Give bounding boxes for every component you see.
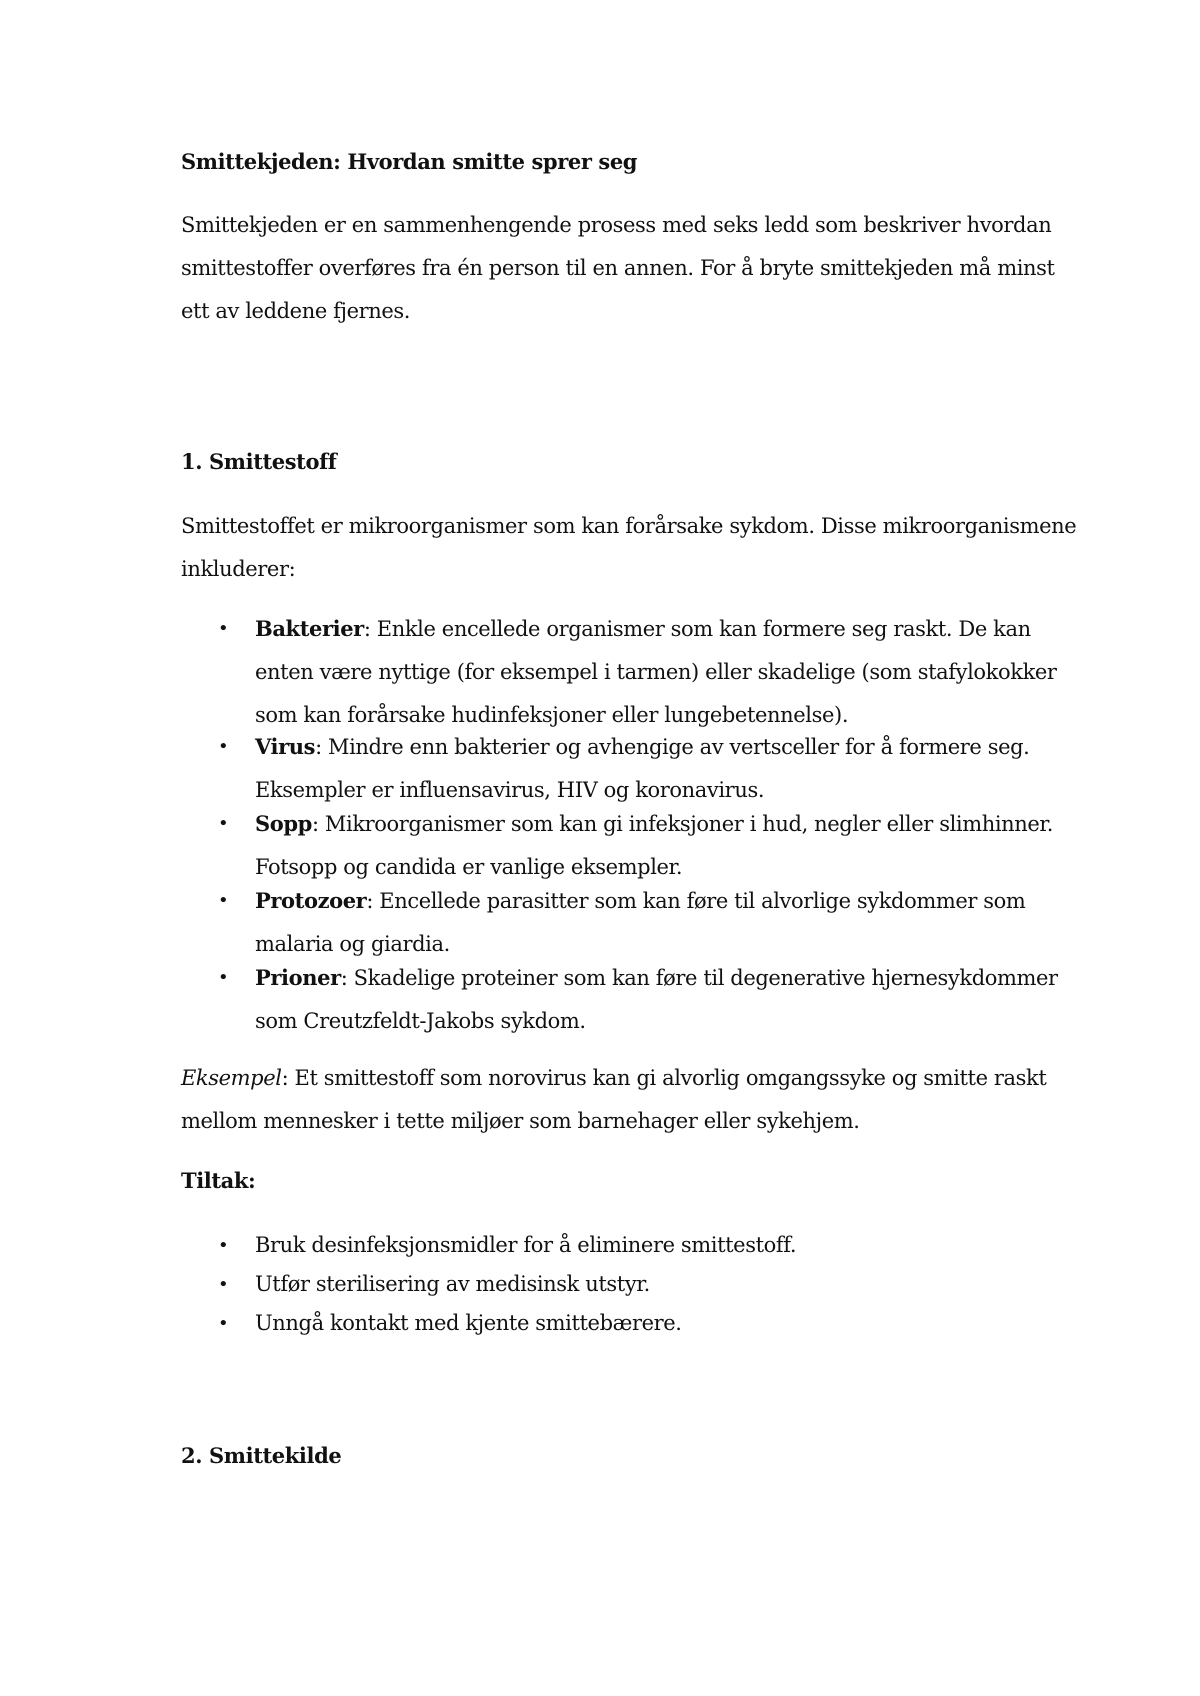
bullet-icon: • xyxy=(218,736,229,757)
bullet-icon: • xyxy=(218,967,229,988)
measure-text: Unngå kontakt med kjente smittebærere. xyxy=(255,1311,682,1335)
term-prioner: Prioner xyxy=(255,965,341,990)
measure-text: Bruk desinfeksjonsmidler for å eliminere smittestoff. xyxy=(255,1233,797,1257)
definition-protozoer: : Encellede parasitter som kan føre til alvorlige sykdommer som malaria og giardia. xyxy=(255,889,1026,956)
bullet-icon: • xyxy=(218,1274,229,1295)
bullet-icon: • xyxy=(218,890,229,911)
measure-item xyxy=(181,1224,1081,1263)
measure-item xyxy=(181,1263,1081,1302)
measure-text: Utfør sterilisering av medisinsk utstyr. xyxy=(255,1272,650,1296)
document-title: Smittekjeden: Hvordan smitte sprer seg xyxy=(181,149,638,174)
section-heading-smittekilde: 2. Smittekilde xyxy=(181,1443,342,1468)
term-protozoer: Protozoer xyxy=(255,888,367,913)
intro-paragraph: Smittekjeden er en sammenhengende prosess med seks ledd som beskriver hvordan smittestoffer overføres fra én person til en annen. For å bryte smittekjeden må minst ett av leddene fjernes. xyxy=(181,213,1055,323)
bullet-icon: • xyxy=(218,1313,229,1334)
section-heading-smittestoff: 1. Smittestoff xyxy=(181,449,337,474)
example-label: Eksempel xyxy=(181,1066,282,1090)
list-item-bakterier xyxy=(181,607,1081,725)
list-item-sopp xyxy=(181,802,1081,879)
organism-list xyxy=(181,607,1081,1036)
bullet-icon: • xyxy=(218,813,229,834)
list-item-protozoer xyxy=(181,879,1081,956)
definition-sopp: : Mikroorganismer som kan gi infeksjoner i hud, negler eller slimhinner. Fotsopp og candida er vanlige eksempler. xyxy=(255,812,1054,879)
term-bakterier: Bakterier xyxy=(255,616,364,641)
measures-list xyxy=(181,1224,1081,1341)
definition-virus: : Mindre enn bakterier og avhengige av vertsceller for å formere seg. Eksempler er influensavirus, HIV og koronavirus. xyxy=(255,735,1030,802)
example-paragraph xyxy=(181,1057,1081,1137)
list-item-prioner xyxy=(181,956,1081,1036)
example-text: : Et smittestoff som norovirus kan gi alvorlig omgangssyke og smitte raskt mellom mennesker i tette miljøer som barnehager eller sykehjem. xyxy=(181,1066,1047,1133)
list-item-virus xyxy=(181,725,1081,802)
measures-heading: Tiltak: xyxy=(181,1168,256,1193)
document-body xyxy=(181,140,1081,1477)
definition-prioner: : Skadelige proteiner som kan føre til degenerative hjernesykdommer som Creutzfeldt-Jakobs sykdom. xyxy=(255,966,1058,1033)
bullet-icon: • xyxy=(218,1235,229,1256)
smittestoff-description: Smittestoffet er mikroorganismer som kan forårsake sykdom. Disse mikroorganismene inkluderer: xyxy=(181,514,1077,581)
bullet-icon: • xyxy=(218,618,229,639)
term-sopp: Sopp xyxy=(255,811,312,836)
term-virus: Virus xyxy=(255,734,316,759)
definition-bakterier: : Enkle encellede organismer som kan formere seg raskt. De kan enten være nyttige (for eksempel i tarmen) eller skadelige (som stafylokokker som kan forårsake hudinfeksjoner eller lungebetennelse). xyxy=(255,617,1057,727)
measure-item xyxy=(181,1302,1081,1341)
